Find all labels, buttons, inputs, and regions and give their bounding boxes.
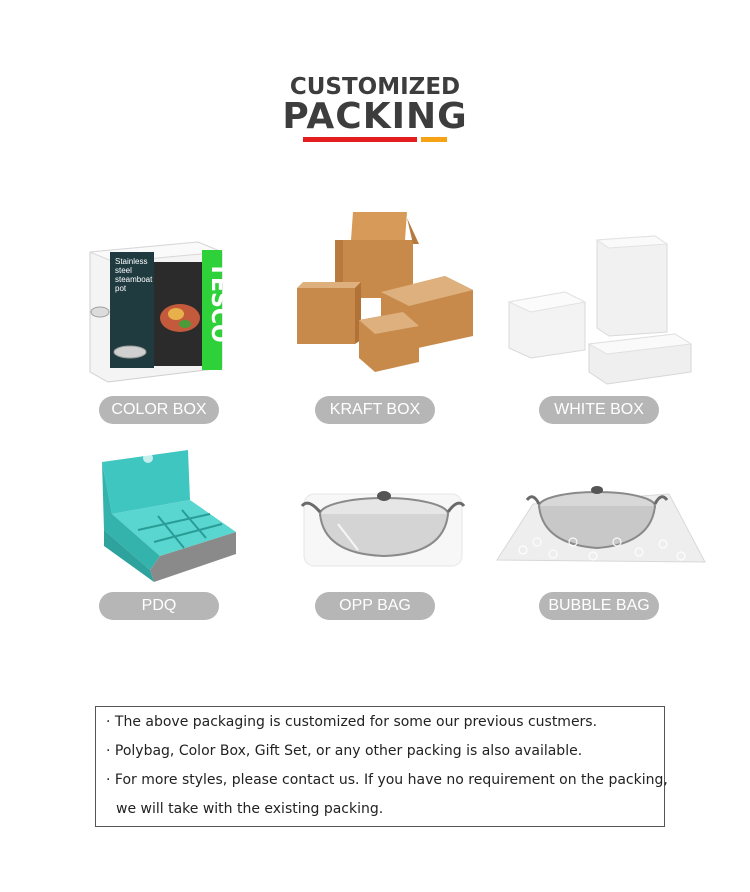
color-box-label: COLOR BOX xyxy=(99,396,219,424)
title-underline-orange xyxy=(421,137,447,142)
pdq-display-image xyxy=(98,448,243,583)
note-line-1: · The above packaging is customized for some our previous custmers. xyxy=(106,714,598,730)
kraft-box-label: KRAFT BOX xyxy=(315,396,435,424)
title-underline-red xyxy=(303,137,417,142)
tesco-brand: TESCO xyxy=(206,262,231,343)
white-box-label: WHITE BOX xyxy=(539,396,659,424)
kraft-box-image xyxy=(295,210,480,375)
pdq-label: PDQ xyxy=(99,592,219,620)
opp-bag-pot-image xyxy=(298,480,468,570)
svg-text:steel: steel xyxy=(115,266,132,275)
white-box-image xyxy=(505,232,695,387)
bubble-bag-label: BUBBLE BAG xyxy=(539,592,659,620)
note-line-3: · For more styles, please contact us. If you have no requirement on the packing, xyxy=(106,772,668,788)
svg-text:Stainless: Stainless xyxy=(115,257,148,266)
bubble-bag-pot-image xyxy=(493,480,708,570)
note-line-4: we will take with the existing packing. xyxy=(116,801,384,817)
svg-text:pot: pot xyxy=(115,284,127,293)
opp-bag-label: OPP BAG xyxy=(315,592,435,620)
svg-text:steamboat: steamboat xyxy=(115,275,153,284)
title-line-2: PACKING xyxy=(282,96,468,137)
note-line-2: · Polybag, Color Box, Gift Set, or any other packing is also available. xyxy=(106,743,583,759)
color-box-image xyxy=(88,240,231,385)
notes-box xyxy=(95,706,668,827)
title-line-1: CUSTOMIZED xyxy=(289,74,461,100)
